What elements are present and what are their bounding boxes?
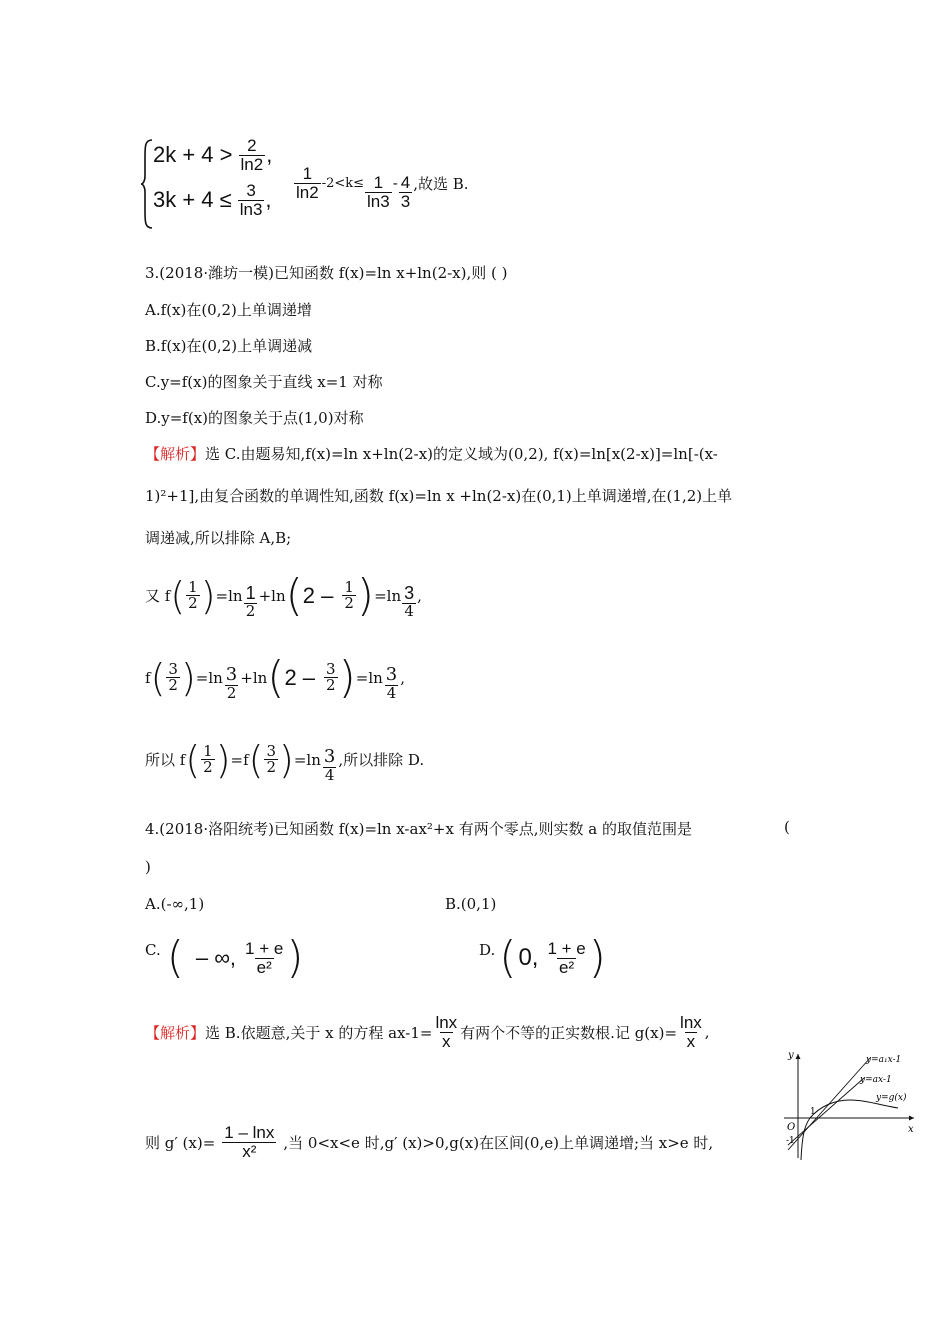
eq2-rparen2: ) — [338, 651, 356, 703]
eq2-prefix: f — [145, 668, 151, 687]
q4-sol2-frac — [216, 1124, 282, 1161]
eq1-comma: , — [417, 586, 422, 605]
eq1-prefix: 又 f — [145, 587, 171, 606]
eq2-f2-frac — [324, 659, 338, 695]
opt-d-rparen: ) — [588, 932, 606, 983]
q3-option-c: C.y=f(x)的图象关于直线 x=1 对称 — [145, 373, 383, 391]
line1-fraction — [239, 137, 266, 174]
opt-c-num: 1 + e — [245, 938, 284, 958]
eq2-two: 2 – — [284, 664, 316, 690]
eq1-ln1: =ln — [215, 586, 243, 605]
opt-d-inner: 0, — [518, 944, 539, 971]
label-x: x — [908, 1124, 914, 1135]
q4-solution-line-1 — [145, 1014, 710, 1051]
opt-d-frac — [545, 940, 587, 977]
opt-c-lparen: ( — [166, 932, 184, 983]
label-origin: O — [787, 1122, 796, 1133]
q4-stem-paren-close: ) — [145, 858, 151, 876]
eq3-lparen-b: ( — [248, 737, 264, 782]
line2-den: ln3 — [239, 199, 263, 219]
eq3-a-frac — [201, 741, 215, 777]
eq1-lparen: ( — [170, 573, 186, 618]
opt-d-den: e² — [559, 957, 575, 977]
q4-sol1-num: lnx — [435, 1013, 458, 1032]
eq3-tail: ,所以排除 D. — [338, 751, 425, 770]
eq1-rparen2: ) — [356, 569, 375, 621]
eq1-arg-num: 1 — [188, 577, 198, 596]
q3-sol1-text: 选 C.由题易知,f(x)=ln x+ln(2-x)的定义域为(0,2), f(x)=ln[x(2-x)]=ln[-(x- — [205, 445, 718, 463]
eq1-two: 2 – — [302, 582, 334, 608]
opt-d-num: 1 + e — [547, 938, 586, 958]
system-line-1 — [153, 137, 272, 174]
ineq-mid: -2<k≤ — [321, 175, 365, 191]
eq3-lparen-a: ( — [185, 737, 201, 782]
eq2-rparen: ) — [180, 655, 196, 700]
line1-comma: , — [266, 142, 273, 168]
ineq-r2-num: 4 — [400, 173, 411, 192]
opt-c-den: e² — [256, 957, 272, 977]
eq2-f2-num: 3 — [326, 659, 336, 678]
ineq-r2-frac — [399, 174, 412, 211]
ineq-r1-frac — [365, 174, 392, 211]
eq3-prefix: 所以 f — [145, 751, 186, 770]
q4-sol1-frac2 — [678, 1014, 704, 1051]
q4-solution-line-2 — [145, 1124, 713, 1161]
eq1-f2-den: 2 — [344, 594, 354, 613]
q4-jiexi-label: 【解析】 — [145, 1023, 206, 1042]
eq1-f1-den: 2 — [245, 601, 256, 620]
eq1-f1-num: 1 — [245, 583, 256, 603]
label-curve3: y=g(x) — [876, 1093, 907, 1103]
q4-stem: 4.(2018·洛阳统考)已知函数 f(x)=ln x-ax²+x 有两个零点,则实数 a 的取值范围是 — [145, 820, 692, 838]
q3-eq2 — [145, 651, 406, 703]
line1-num: 2 — [247, 136, 257, 155]
eq1-r-frac — [402, 584, 416, 620]
eq1-plus: +ln — [258, 586, 286, 605]
y-axis-arrow-icon — [796, 1054, 801, 1059]
ineq-left-frac — [294, 165, 321, 202]
q3-eq3 — [145, 736, 424, 784]
q4-sol2-a: 则 g′ (x)= — [145, 1133, 216, 1152]
eq1-arg-den: 2 — [188, 594, 198, 613]
x-axis-arrow-icon — [909, 1116, 914, 1121]
q4-sol1-frac — [433, 1014, 459, 1051]
eq3-r-den: 4 — [324, 765, 335, 784]
opt-d-lparen: ( — [499, 932, 517, 983]
eq3-rparen-a: ) — [215, 737, 231, 782]
eq1-r-den: 4 — [404, 601, 414, 620]
ineq-r2-den: 3 — [400, 191, 411, 211]
label-curve1: y=a₁x-1 — [866, 1055, 902, 1065]
ineq-r1-num: 1 — [373, 173, 384, 192]
q4-option-a: A.(-∞,1) — [145, 895, 205, 913]
opt-c-label: C. — [145, 941, 161, 959]
q4-sol2-num: 1 – lnx — [224, 1123, 275, 1142]
eq3-a-num: 1 — [203, 741, 213, 760]
q4-sol2-b: ,当 0<x<e 时,g′ (x)>0,g(x)在区间(0,e)上单调递增;当 x>e 时, — [283, 1133, 714, 1152]
q4-sol1-b: 有两个不等的正实数根.记 g(x)= — [460, 1023, 678, 1042]
line1-den: ln2 — [240, 154, 264, 174]
eq1-rparen: ) — [200, 573, 216, 618]
eq2-f1-frac — [224, 666, 239, 702]
eq2-arg-den: 2 — [168, 676, 178, 695]
q4-sol1-den: x — [442, 1031, 451, 1051]
eq2-arg-num: 3 — [168, 659, 178, 678]
eq3-b-frac — [264, 741, 278, 777]
eq3-mid: =f — [230, 750, 249, 769]
q4-option-c — [145, 932, 304, 983]
eq2-f1-num: 3 — [225, 664, 238, 685]
eq3-a-den: 2 — [203, 758, 213, 777]
eq2-comma: , — [400, 668, 406, 687]
q4-option-b: B.(0,1) — [445, 895, 497, 913]
q4-stem-paren-open: ( — [784, 818, 790, 836]
opt-c-frac — [243, 940, 285, 977]
eq2-lparen: ( — [150, 655, 166, 700]
ineq-left-num: 1 — [302, 164, 313, 183]
eq1-lparen2: ( — [285, 569, 303, 621]
opt-c-rparen: ) — [286, 932, 304, 983]
eq2-lparen2: ( — [267, 651, 285, 703]
q3-solution-line-3: 调递减,所以排除 A,B; — [145, 529, 292, 547]
q4-sol1-den2: x — [686, 1031, 696, 1051]
q3-eq1 — [145, 569, 422, 621]
label-curve2: y=ax-1 — [860, 1075, 892, 1085]
q3-solution-line-2: 1)²+1],由复合函数的单调性知,函数 f(x)=ln x +ln(2-x)在(0,1)上单调递增,在(1,2)上单 — [145, 487, 733, 505]
eq2-eq: =ln — [355, 668, 383, 687]
q3-solution-line-1 — [145, 443, 718, 464]
q4-sol1-comma: , — [704, 1023, 710, 1042]
opt-c-inner: – ∞, — [195, 945, 237, 970]
ineq-tail: ,故选 B. — [413, 174, 469, 193]
eq1-f2-num: 1 — [344, 577, 354, 596]
line-ax-1 — [788, 1078, 864, 1145]
eq3-b-den: 2 — [266, 758, 277, 777]
q4-sol2-den: x² — [222, 1142, 276, 1161]
label-y: y — [788, 1050, 794, 1061]
line1-lhs: 2k + 4 > — [153, 142, 233, 168]
eq3-r-num: 3 — [323, 746, 336, 767]
eq2-f2-den: 2 — [326, 676, 336, 695]
eq2-r-frac — [384, 666, 399, 702]
ineq-left-den: ln2 — [296, 182, 319, 202]
k-range-inequality — [293, 156, 469, 211]
eq1-eq: =ln — [374, 586, 402, 605]
line2-num: 3 — [246, 181, 256, 200]
q4-sol1-a: 选 B.依题意,关于 x 的方程 ax-1= — [205, 1023, 433, 1042]
ineq-minus: - — [392, 174, 398, 193]
label-neg1: -1 — [786, 1136, 795, 1146]
eq3-r-frac — [322, 748, 337, 784]
line2-fraction — [238, 182, 265, 219]
q3-option-b: B.f(x)在(0,2)上单调递减 — [145, 337, 313, 355]
q4-option-d — [479, 932, 606, 983]
function-graph — [780, 1048, 920, 1163]
ineq-r1-den: ln3 — [367, 191, 390, 211]
left-brace-icon — [140, 138, 154, 230]
label-one: 1 — [810, 1107, 816, 1117]
q3-option-a: A.f(x)在(0,2)上单调递增 — [145, 301, 312, 319]
q3-jiexi-label: 【解析】 — [145, 445, 206, 463]
line2-comma: , — [265, 187, 272, 213]
eq3-ln: =ln — [293, 750, 321, 769]
eq1-f2-frac — [342, 577, 356, 613]
q3-option-d: D.y=f(x)的图象关于点(1,0)对称 — [145, 409, 364, 427]
line2-lhs: 3k + 4 ≤ — [153, 187, 232, 213]
eq2-plus: +ln — [240, 668, 268, 687]
eq3-b-num: 3 — [266, 741, 277, 760]
q4-sol1-num2: lnx — [680, 1013, 702, 1032]
q3-stem: 3.(2018·潍坊一模)已知函数 f(x)=ln x+ln(2-x),则 ( ) — [145, 264, 508, 282]
eq3-rparen-b: ) — [279, 737, 294, 782]
eq2-arg-frac — [166, 659, 180, 695]
eq1-r-num: 3 — [404, 583, 415, 603]
eq2-r-num: 3 — [385, 664, 398, 685]
eq1-f1-frac — [244, 584, 258, 620]
eq2-f1-den: 2 — [226, 683, 237, 702]
eq2-r-den: 4 — [386, 683, 397, 702]
system-brace — [140, 138, 154, 234]
opt-d-label: D. — [479, 941, 496, 959]
eq2-ln1: =ln — [195, 668, 223, 687]
system-line-2 — [153, 182, 272, 219]
eq1-arg-frac — [186, 577, 200, 613]
